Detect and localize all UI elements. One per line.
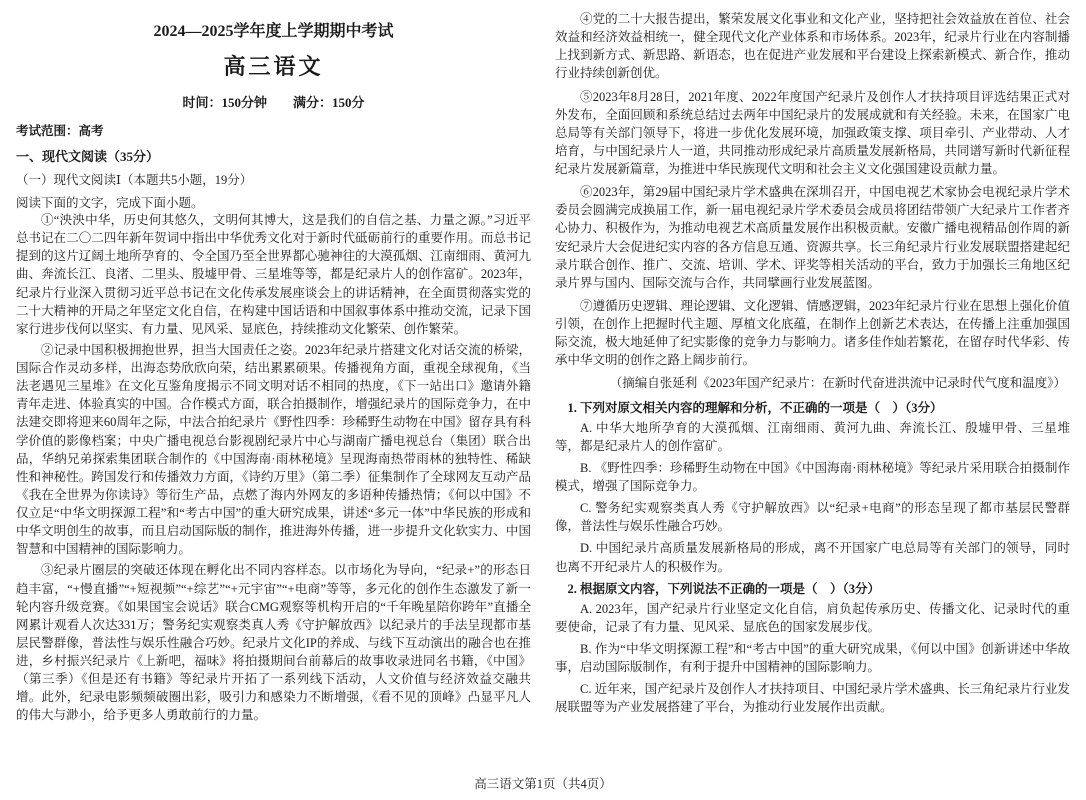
passage-paragraph-7: ⑦遵循历史逻辑、理论逻辑、文化逻辑、情感逻辑，2023年纪录片行业在思想上强化价值引领，在创作上把握时代主题、厚植文化底蕴，在制作上创新艺术表达，在传播上注重加强国际交流，极大地延伸了纪实影像的竞争力与影响力。诸多佳作灿若繁花，在留存时代华彩、传承中华文明的创作之路上阔步前行。: [555, 298, 1070, 368]
question-1-stem: 1. 下列对原文相关内容的理解和分析，不正确的一项是（ ）（3分）: [567, 400, 943, 415]
right-column: [555, 10, 1070, 768]
left-column: [16, 10, 531, 768]
question-1-option-d: D. 中国纪录片高质量发展新格局的形成，离不开国家广电总局等有关部门的领导，同时也离不开纪录片人的积极作为。: [555, 541, 1070, 574]
passage-paragraph-5: ⑤2023年8月28日，2021年度、2022年度国产纪录片及创作人才扶持项目评选结果正式对外发布，全面回顾和系统总结过去两年中国纪录片的发展成就和有关经验。未来，在国家广电总局等有关部门领导下，将进一步优化发展环境，加强政策支撑、项目牵引、产业带动、人才培育，与中国纪录片人一道，共同推动形成纪录片高质量发展新格局，共同谱写新时代新征程纪录片发展新篇章，为推进中华民族现代文明和社会主义文化强国建设贡献力量。: [555, 89, 1070, 176]
passage-attribution: （摘编自张延利《2023年国产纪录片：在新时代奋进洪流中记录时代气度和温度》）: [609, 376, 1066, 391]
question-1-option-b: B. 《野性四季：珍稀野生动物在中国》《中国海南·雨林秘境》等纪录片采用联合拍摄制作模式，增强了国际竞争力。: [555, 460, 1070, 493]
exam-session-title: 2024—2025学年度上学期期中考试: [153, 23, 394, 40]
subsection-heading: （一）现代文阅读Ⅰ（本题共5小题，19分）: [16, 173, 253, 187]
exam-subject-title: 高三语文: [223, 54, 324, 79]
passage-paragraph-6: ⑥2023年，第29届中国纪录片学术盛典在深圳召开，中国电视艺术家协会电视纪录片学术委员会圆满完成换届工作，新一届电视纪录片学术委员会成员将团结带领广大纪录片工作者齐心协力、积极作为，为推动电视艺术高质量发展作出积极贡献。安徽广播电视精品创作周的新安纪录片大会促进纪实内容的各方信息互通、资源共享。长三角纪录片行业发展联盟搭建起纪录片联合创作、推广、交流、培训、学术、评奖等相关活动的平台，致力于加强长三角地区纪录片界与国内、国际交流与合作，共同擘画行业发展蓝图。: [555, 185, 1070, 290]
exam-time-info: 时间：150分钟 满分：150分: [182, 95, 365, 110]
exam-scope: 考试范围：高考: [16, 124, 104, 138]
section-heading: 一、现代文阅读（35分）: [16, 149, 160, 164]
passage-paragraph-2: ②记录中国积极拥抱世界，担当大国责任之姿。2023年纪录片搭建文化对话交流的桥梁，国际合作灵动多样，出海态势欣欣向荣，结出累累硕果。传播视角方面，重视全球视角，《当法老遇见三星堆》在文化互鉴角度揭示不同文明对话不相同的热度，《下一站出口》邀请外籍青年走进、体验真实的中国。合作模式方面，联合拍摄制作，增强纪录片的国际竞争力，在中法建交即将迎来60周年之际，中法合拍纪录片《野性四季：珍稀野生动物在中国》留存具有科学价值的影像档案；中央广播电视总台影视剧纪录片中心与湖南广播电视总台（集团）联合出品，华纳兄弟探索集团联合制作的《中国海南·雨林秘境》呈现海南热带雨林的独特性、稀缺性和神秘性。跨国发行和传播效力方面，《诗约万里》（第二季）征集制作了全球网友互动产品《我在全世界为你读诗》等衍生产品，点燃了海内外网友的多语种传播热情；《何以中国》不仅立足“中华文明探源工程”和“考古中国”的重大研究成果，讲述“多元一体”中华民族的形成和中华文明创生的故事，而且启动国际版的制作，推进海外传播，进一步提升文化软实力、中国智慧和中国精神的国际影响力。: [16, 342, 531, 557]
question-1-option-a: A. 中华大地所孕育的大漠孤烟、江南细雨、黄河九曲、奔流长江、殷墟甲骨、三星堆等，都是纪录片人的创作富矿。: [555, 420, 1070, 453]
question-2-option-a: A. 2023年，国产纪录片行业坚定文化自信，肩负起传承历史、传播文化、记录时代的重要使命，记录了有力量、见风采、显底色的国家发展步伐。: [555, 601, 1070, 634]
passage-paragraph-1: ①“泱泱中华，历史何其悠久，文明何其博大，这是我们的自信之基、力量之源。”习近平总书记在二〇二四年新年贺词中指出中华优秀文化对于新时代砥砺前行的重要作用。而总书记提到的这片辽阔土地所孕育的、令全国乃至全世界都心驰神往的大漠孤烟、江南细雨、黄河九曲、奔流长江、良渚、二里头、殷墟甲骨、三星堆等等，都是纪录片人的创作富矿。2023年，纪录片行业深入贯彻习近平总书记在文化传承发展座谈会上的讲话精神，在全面贯彻落实党的二十大精神的开局之年坚定文化自信，在构建中国话语和中国叙事体系中推动交流，记录下国家行进步伐何以坚实、有力量、见风采、显底色，持续推动文化繁荣、创作繁荣。: [16, 213, 531, 336]
question-2: [555, 580, 1070, 717]
question-1-option-c: C. 警务纪实观察类真人秀《守护解放西》以“纪录+电商”的形态呈现了都市基层民警群像，普法性与娱乐性融合巧妙。: [555, 501, 1070, 534]
page-footer: 高三语文第1页（共4页）: [474, 777, 612, 791]
passage-paragraph-3: ③纪录片圈层的突破还体现在孵化出不同内容样态。以市场化为导向，“纪录+”的形态日趋丰富，“+慢直播”“+短视频”“+综艺”“+元宇宙”“+电商”等等，多元化的创作生态激发了新一轮内容升级竞赛。《如果国宝会说话》联合CMG观察等机构开启的“千年晚星陪你跨年”直播全网累计观看人次达331万；警务纪实观察类真人秀《守护解放西》以纪录片的手法呈现都市基层民警群像，普法性与娱乐性融合巧妙。纪录片文化IP的养成、与线下互动演出的融合也在推进，乡村振兴纪录片《上新吧，福味》将拍摄期间台前幕后的故事收录进同名书籍，《中国》（第三季）《但是还有书籍》等纪录片开拓了一系列线下活动，人文价值与经济效益交融共增。此外，纪录电影频频破圈出彩，吸引力和感染力不断增强，《看不见的顶峰》凸显平凡人的伟大与渺小，给予更多人勇敢前行的力量。: [16, 563, 531, 723]
passage-paragraph-4: ④党的二十大报告提出，繁荣发展文化事业和文化产业，坚持把社会效益放在首位、社会效益和经济效益相统一，健全现代文化产业体系和市场体系。2023年，纪录片行业在内容制播上找到新方式、新思路、新语态，也在促进产业发展和平台建设上探索新模式、新合作，推动行业持续创新创优。: [555, 12, 1070, 81]
question-1: [555, 399, 1070, 576]
question-2-option-c: C. 近年来，国产纪录片及创作人才扶持项目、中国纪录片学术盛典、长三角纪录片行业发展联盟等为产业发展搭建了平台，为推动行业发展作出贡献。: [555, 682, 1070, 715]
question-2-option-b: B. 作为“中华文明探源工程”和“考古中国”的重大研究成果，《何以中国》创新讲述中华故事，启动国际版制作，有利于提升中国精神的国际影响力。: [555, 642, 1070, 675]
question-2-stem: 2. 根据原文内容，下列说法不正确的一项是（ ）（3分）: [567, 581, 881, 596]
reading-instruction: 阅读下面的文字，完成下面小题。: [16, 196, 204, 210]
